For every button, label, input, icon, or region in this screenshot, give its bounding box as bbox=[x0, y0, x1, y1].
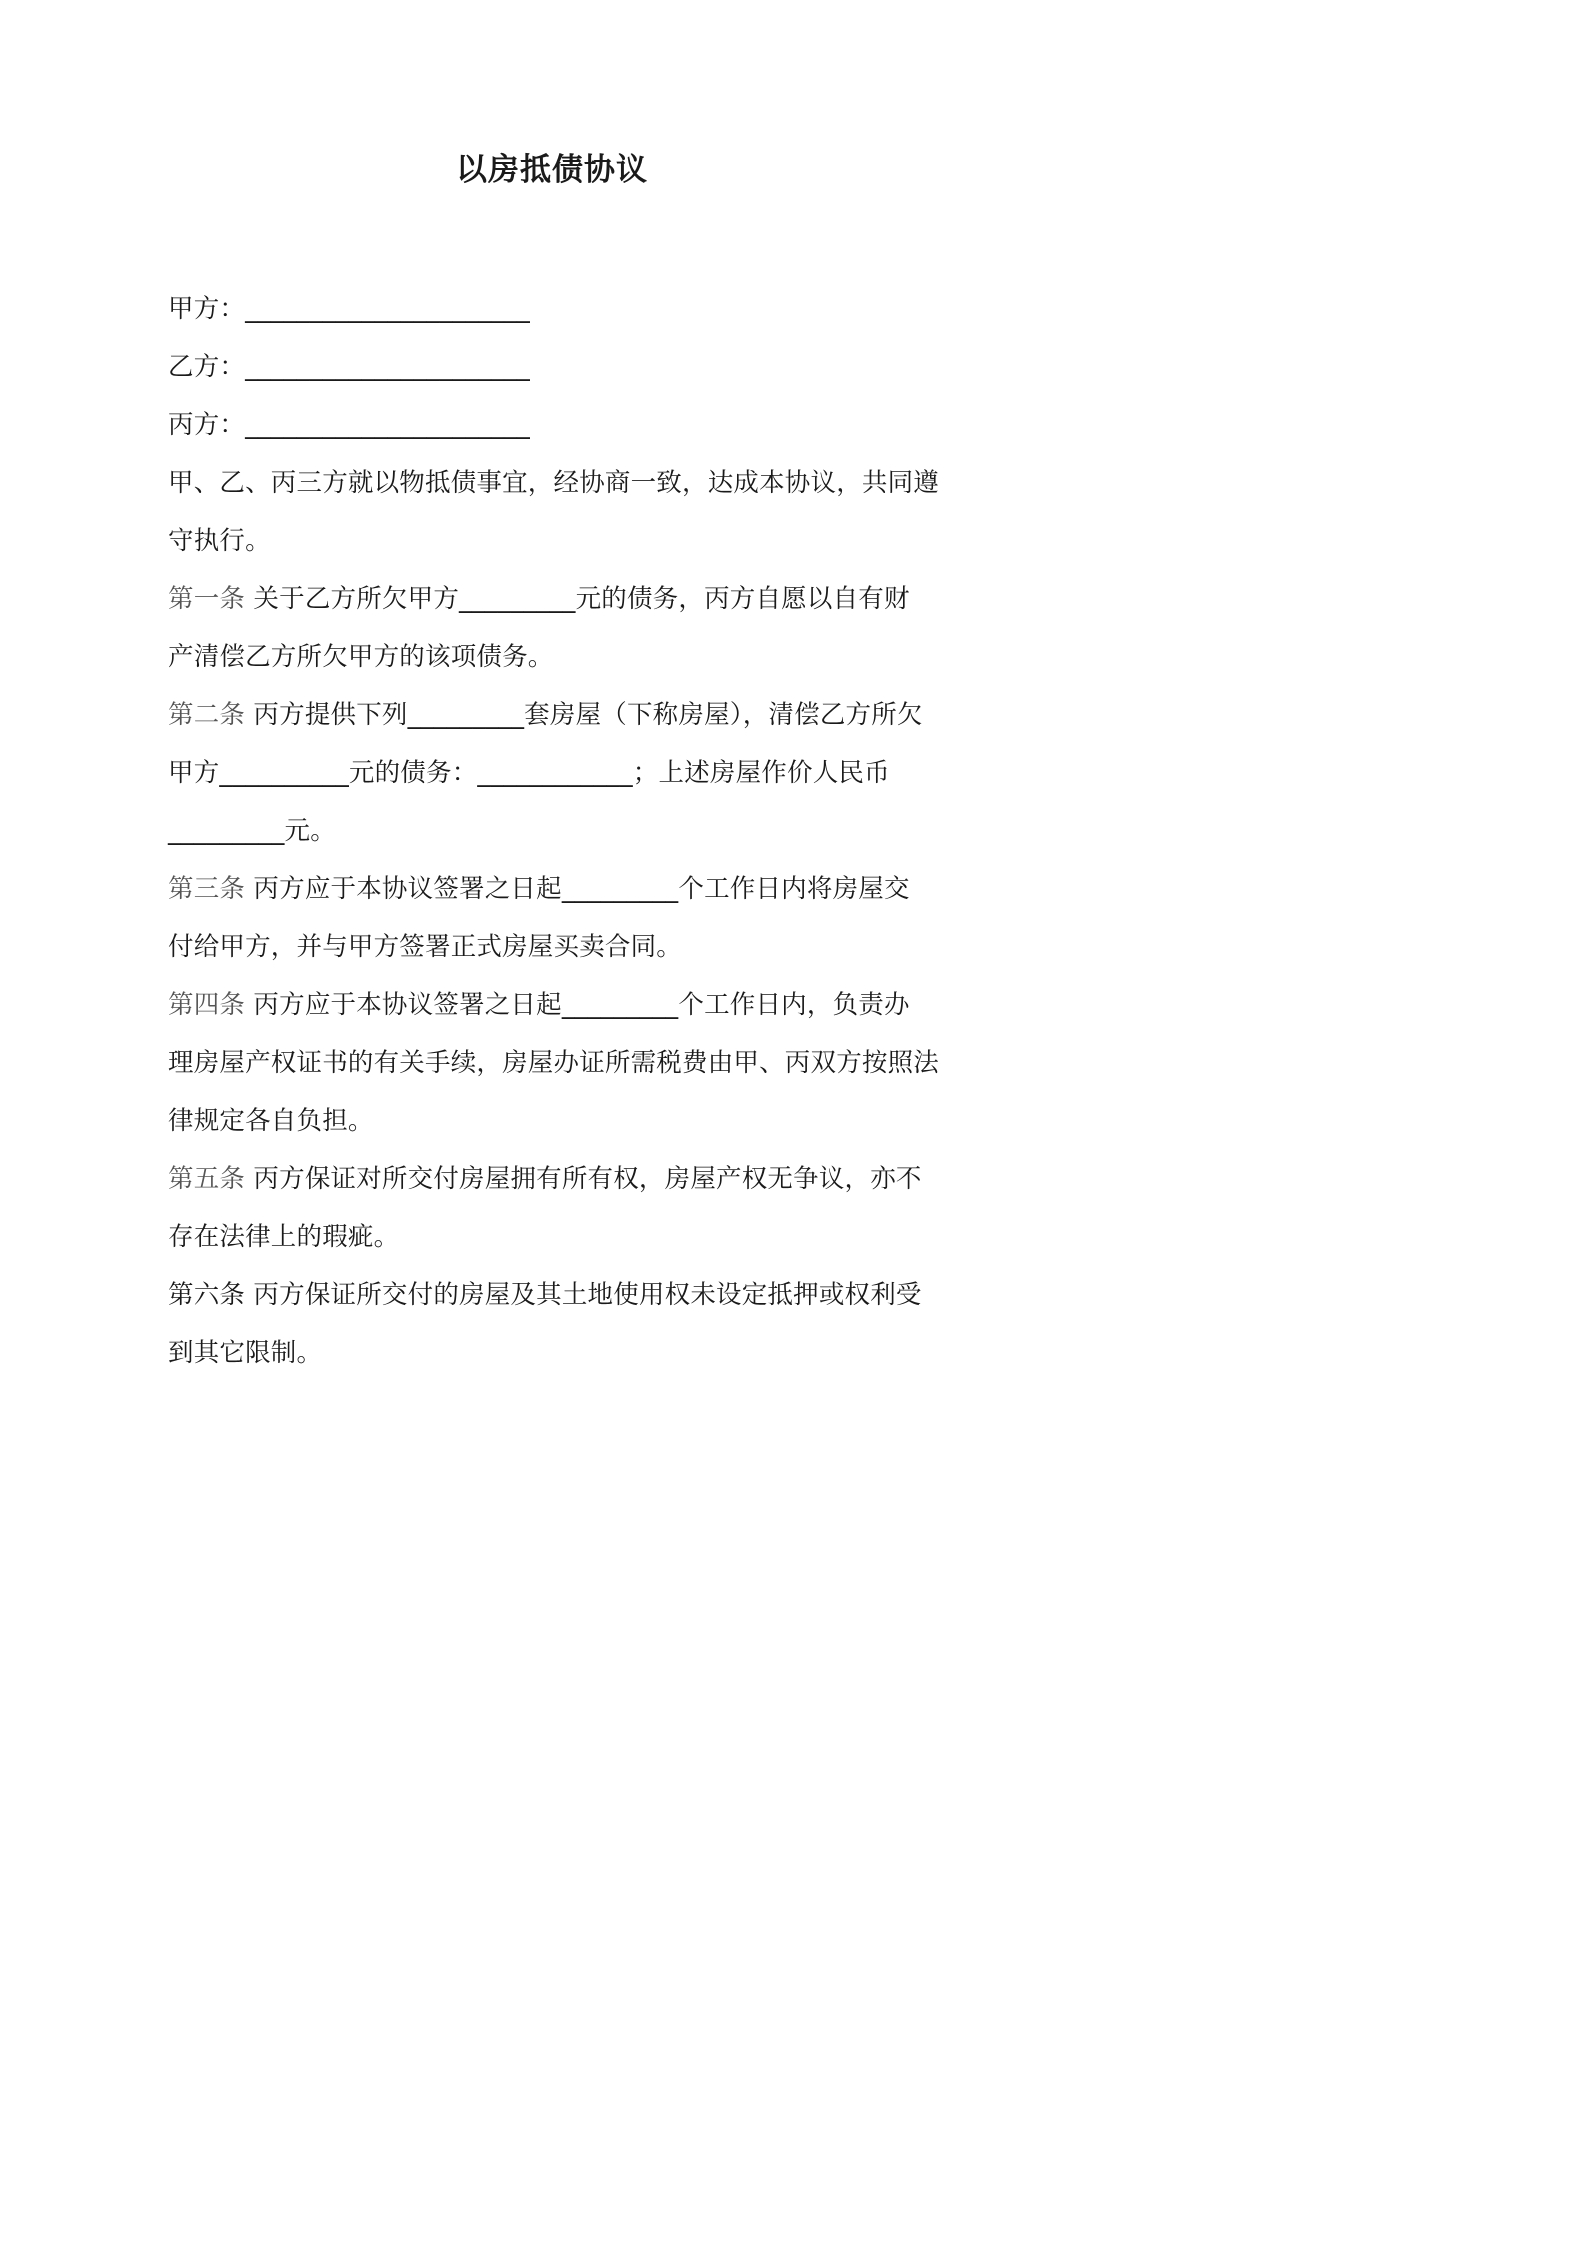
paragraph-line bbox=[168, 1150, 958, 1208]
article-2 bbox=[168, 686, 958, 860]
paragraph-line: 理房屋产权证书的有关手续，房屋办证所需税费由甲、丙双方按照法 bbox=[168, 1048, 940, 1078]
paragraph-line bbox=[168, 860, 958, 918]
paragraph-line: 付给甲方，并与甲方签署正式房屋买卖合同。 bbox=[168, 932, 683, 962]
paragraph-line: 守执行。 bbox=[168, 526, 271, 556]
page-title: 以房抵债协议 bbox=[456, 152, 648, 188]
paragraph-line bbox=[168, 1266, 958, 1324]
article-number: 第六条 bbox=[168, 1280, 246, 1310]
paragraph-line bbox=[168, 686, 958, 744]
article-text: 丙方应于本协议签署之日起_________个工作日内，负责办 bbox=[245, 990, 910, 1020]
article-number: 第三条 bbox=[168, 874, 246, 904]
party-a-line: 甲方：______________________ bbox=[168, 294, 531, 324]
article-6 bbox=[168, 1266, 958, 1382]
article-number: 第四条 bbox=[168, 990, 246, 1020]
article-text: 丙方应于本协议签署之日起_________个工作日内将房屋交 bbox=[245, 874, 910, 904]
paragraph-line bbox=[168, 570, 958, 628]
paragraph-line: 甲、乙、丙三方就以物抵债事宜，经协商一致，达成本协议，共同遵 bbox=[168, 468, 940, 498]
paragraph-line bbox=[168, 976, 958, 1034]
paragraph-line: 产清偿乙方所欠甲方的该项债务。 bbox=[168, 642, 554, 672]
party-b-line: 乙方：______________________ bbox=[168, 352, 531, 382]
article-text: 关于乙方所欠甲方_________元的债务，丙方自愿以自有财 bbox=[245, 584, 910, 614]
paragraph-line: _________元。 bbox=[168, 816, 336, 846]
article-text: 丙方保证对所交付房屋拥有所有权，房屋产权无争议，亦不 bbox=[245, 1164, 922, 1194]
paragraph-line: 律规定各自负担。 bbox=[168, 1106, 374, 1136]
article-text: 丙方提供下列_________套房屋（下称房屋），清偿乙方所欠 bbox=[245, 700, 923, 730]
article-number: 第一条 bbox=[168, 584, 246, 614]
preamble-paragraph bbox=[168, 454, 958, 570]
article-number: 第五条 bbox=[168, 1164, 246, 1194]
article-4 bbox=[168, 976, 958, 1150]
document-body bbox=[168, 280, 958, 1382]
party-c-line: 丙方：______________________ bbox=[168, 410, 531, 440]
article-number: 第二条 bbox=[168, 700, 246, 730]
article-3 bbox=[168, 860, 958, 976]
paragraph-line: 甲方__________元的债务：____________；上述房屋作价人民币 bbox=[168, 758, 890, 788]
article-5 bbox=[168, 1150, 958, 1266]
article-text: 丙方保证所交付的房屋及其土地使用权未设定抵押或权利受 bbox=[245, 1280, 922, 1310]
paragraph-line: 到其它限制。 bbox=[168, 1338, 323, 1368]
article-1 bbox=[168, 570, 958, 686]
paragraph-line: 存在法律上的瑕疵。 bbox=[168, 1222, 400, 1252]
